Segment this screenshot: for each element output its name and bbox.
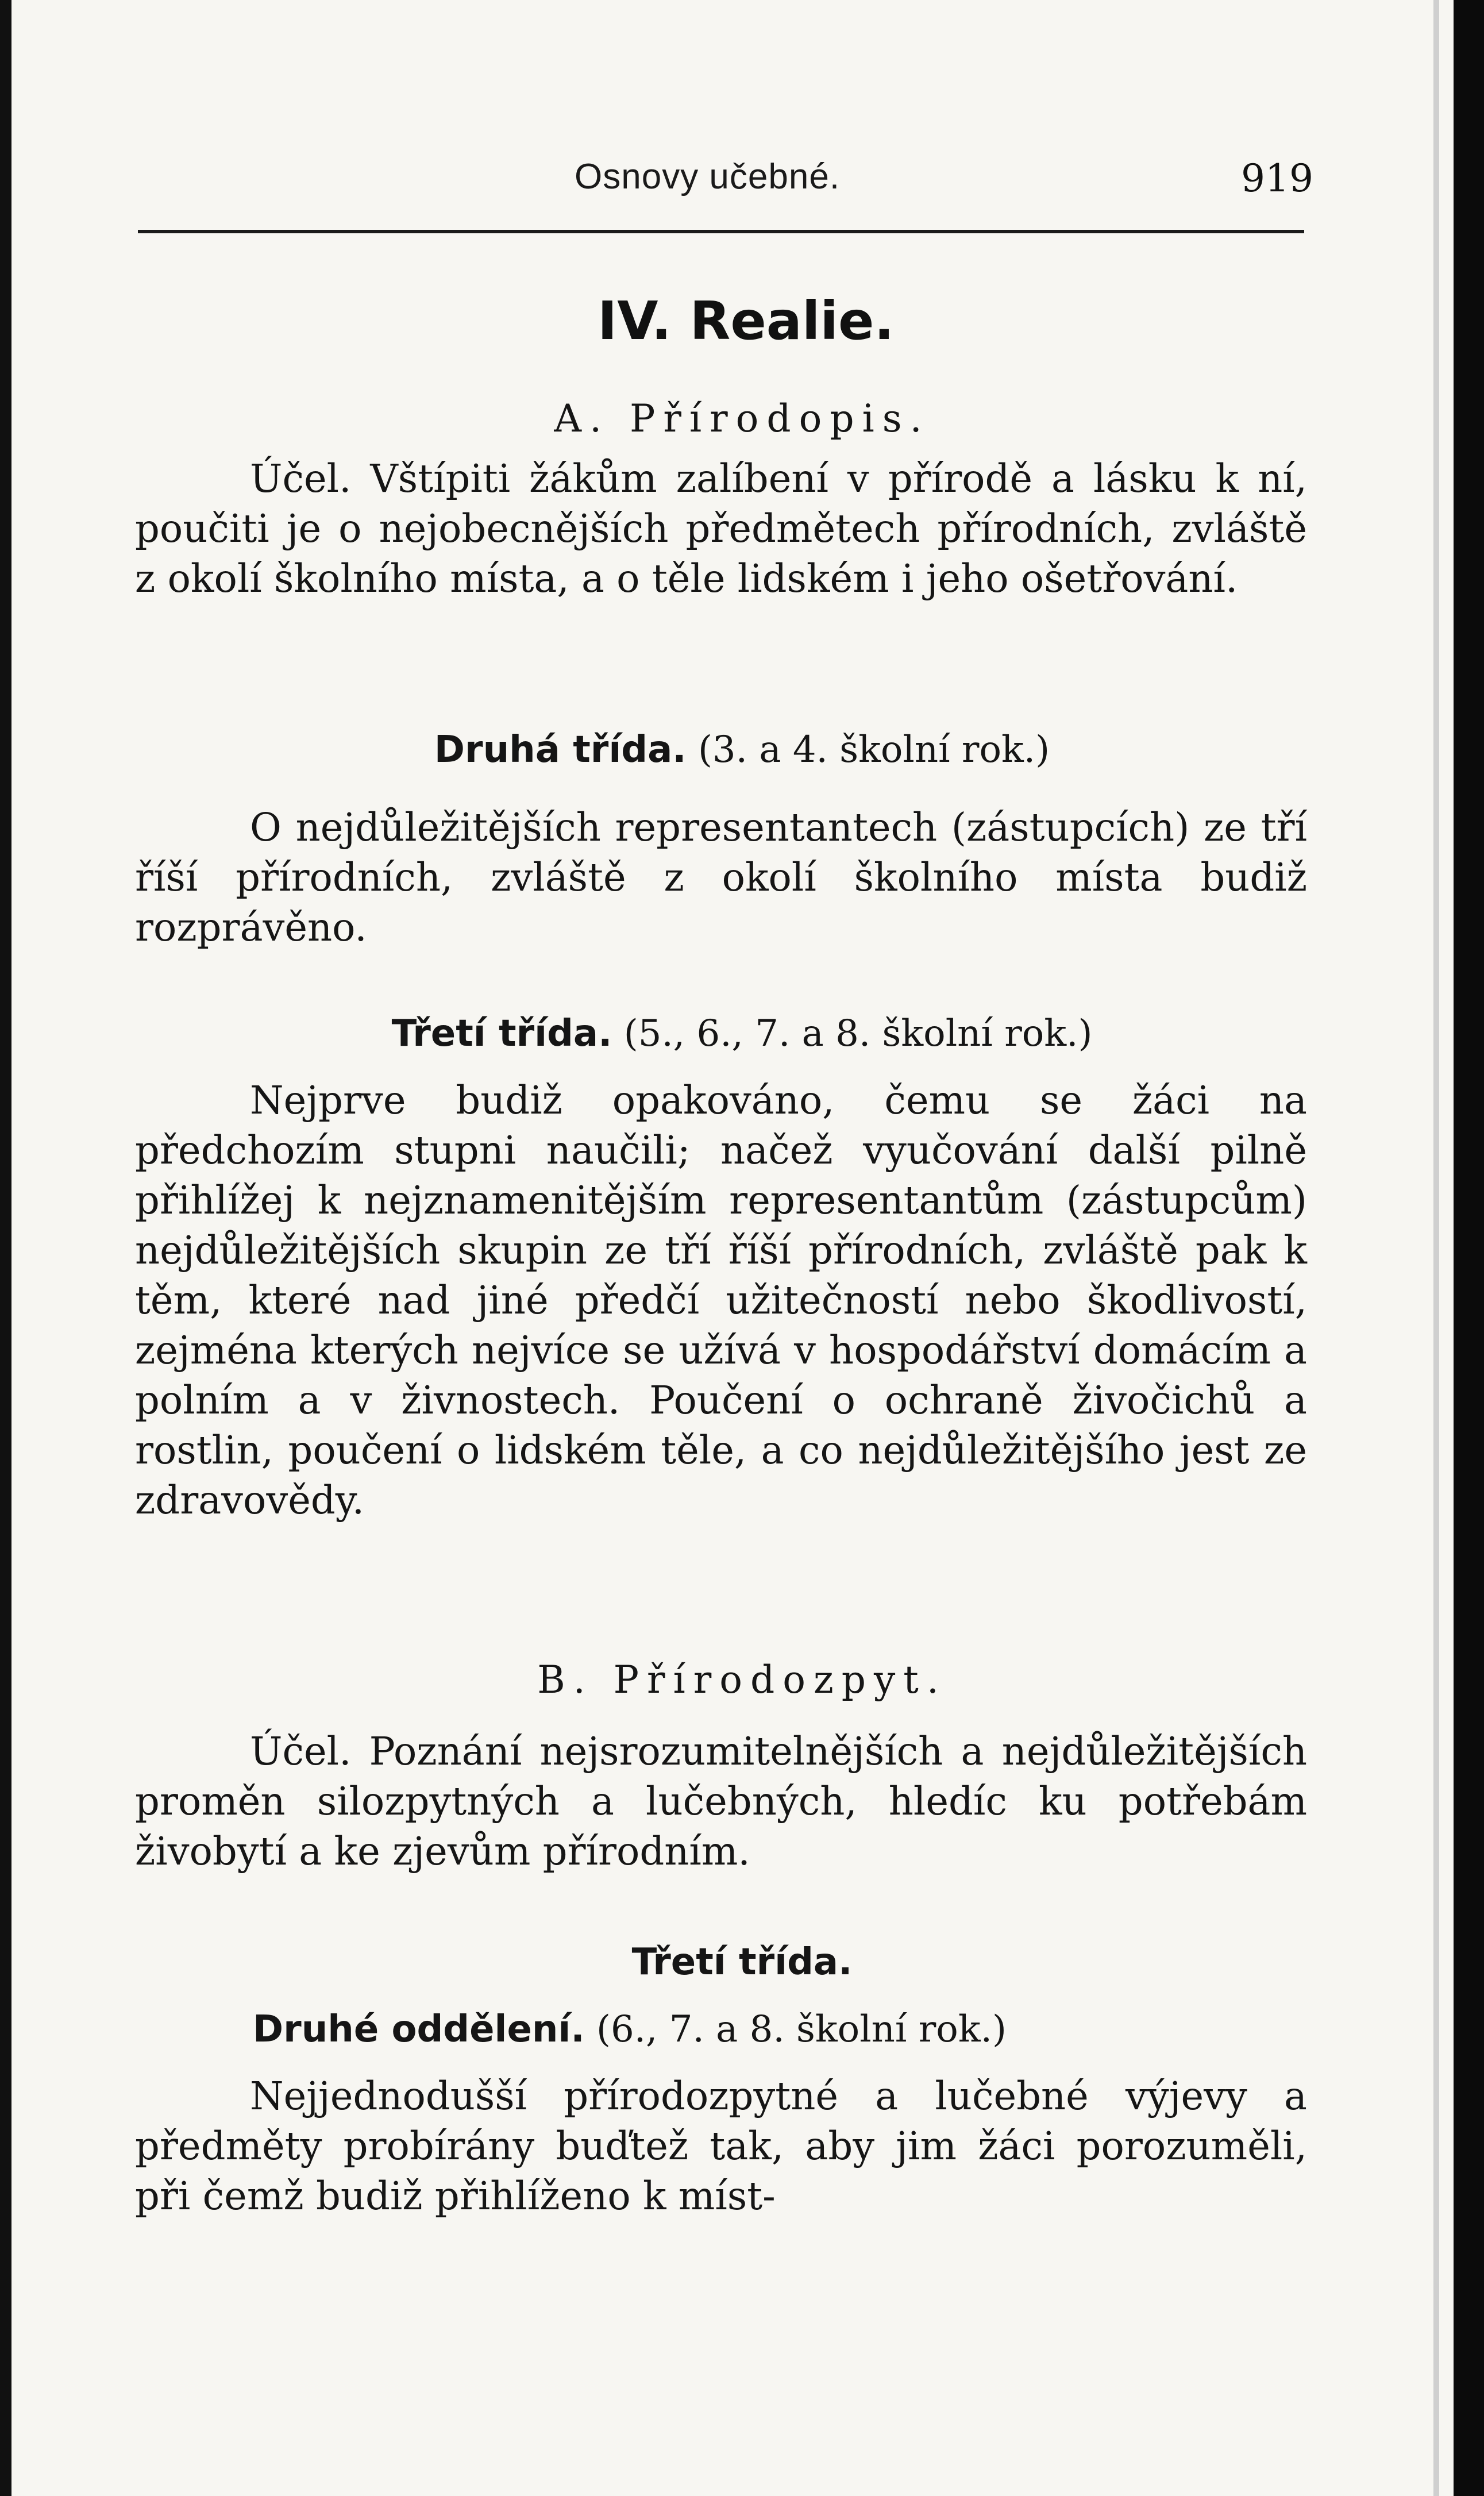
- division-text: Nejjednodušší přírodozpytné a lučebné výjevy a předměty probírány buďtež tak, aby jim žáci porozuměli, při čemž budiž přihlíženo k míst-: [135, 2074, 1307, 2218]
- part-b-purpose: [135, 1727, 1307, 1877]
- class3-heading: Třetí třída.: [391, 1012, 612, 1055]
- class3b-heading: Třetí třída.: [631, 1941, 853, 1983]
- page-number: 919: [1241, 156, 1313, 201]
- page-header: [0, 156, 1484, 219]
- header-rule: [138, 230, 1304, 233]
- page-edge-right: [1454, 0, 1484, 2496]
- division-years: (6., 7. a 8. školní rok.): [596, 2008, 1007, 2051]
- class2-heading-line: [0, 729, 1484, 771]
- class3-text: Nejprve budiž opakováno, čemu se žáci na předchozím stupni naučili; načež vyučování další pilně přihlížej k nejznamenitějším representantům (zástupcům) nejdůležitějších skupin ze tří říší přírodních, zvláště pak k těm, které nad jiné předčí užitečností nebo škodlivostí, zejména kterých nejvíce se užívá v hospodářství domácím a polním a v živnostech. Poučení o ochraně živočichů a rostlin, poučení o lidském těle, a co nejdůležitějšího jest ze zdravovědy.: [135, 1078, 1307, 1523]
- page-edge-left: [0, 0, 11, 2496]
- part-b-title: B. Přírodozpyt.: [537, 1658, 947, 1702]
- part-a-purpose: [135, 454, 1307, 604]
- part-a-purpose-text: Účel. Vštípiti žákům zalíbení v přírodě a lásku k ní, poučiti je o nejobecnějších předmětech přírodních, zvláště z okolí školního místa, a o těle lidském i jeho ošetřování.: [135, 456, 1307, 601]
- class3b-heading-line: [0, 1941, 1484, 1983]
- division-paragraph: [135, 2071, 1307, 2221]
- class2-years: (3. a 4. školní rok.): [697, 729, 1050, 771]
- page-edge-line: [1433, 0, 1439, 2496]
- section-title: IV. Realie.: [598, 290, 895, 352]
- division-heading: Druhé oddělení.: [253, 2008, 585, 2051]
- class3-paragraph: [135, 1076, 1307, 1526]
- class3-years: (5., 6., 7. a 8. školní rok.): [623, 1012, 1093, 1055]
- part-a-title: A. Přírodopis.: [554, 396, 930, 441]
- division-heading-line: [253, 2008, 1007, 2051]
- class2-heading: Druhá třída.: [434, 729, 687, 771]
- class3-heading-line: [0, 1012, 1484, 1055]
- class2-paragraph: [135, 803, 1307, 953]
- running-title: Osnovy učebné.: [575, 157, 841, 197]
- class2-text: O nejdůležitějších representantech (zástupcích) ze tří říší přírodních, zvláště z okolí školního místa budiž rozprávěno.: [135, 805, 1307, 950]
- part-b-purpose-text: Účel. Poznání nejsrozumitelnějších a nejdůležitějších proměn silozpytných a lučebných, hledíc ku potřebám živobytí a ke zjevům přírodním.: [135, 1729, 1307, 1874]
